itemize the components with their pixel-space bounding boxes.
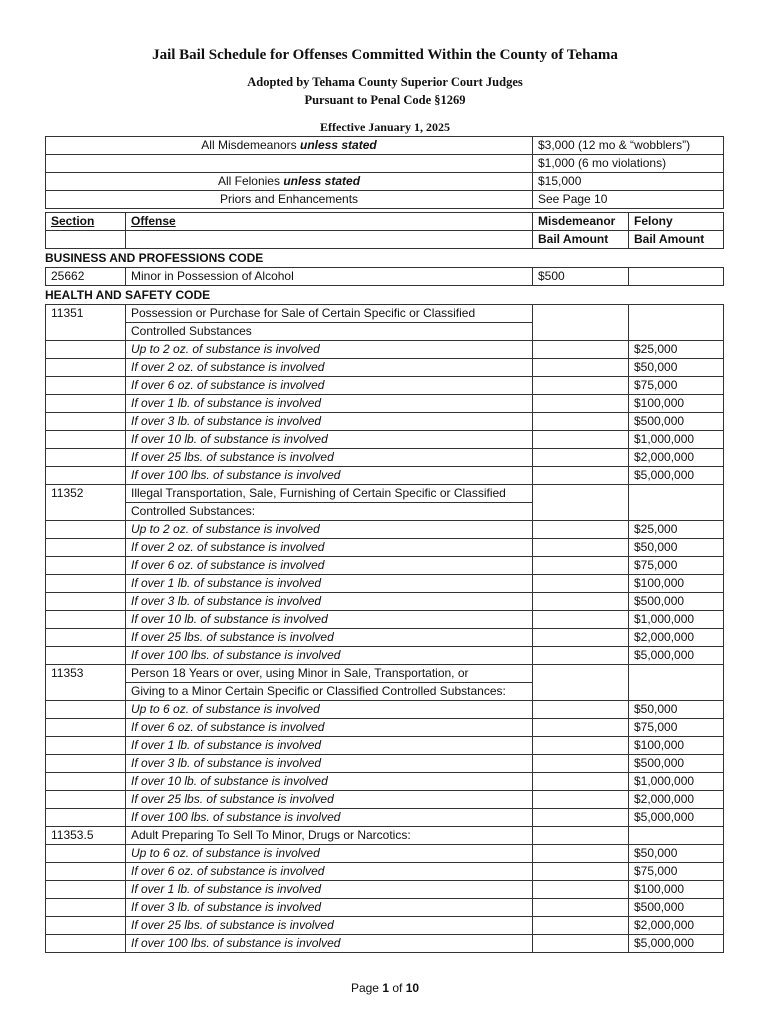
table-row [46,611,724,629]
table-row [46,539,724,557]
felony-amount: $1,000,000 [629,431,724,449]
table-row [46,557,724,575]
table-row [46,413,724,431]
default-bail-table [45,136,723,209]
offense-tier: If over 25 lbs. of substance is involved [126,791,533,809]
felony-amount: $500,000 [629,413,724,431]
felony-amount: $5,000,000 [629,647,724,665]
offense-tier: If over 10 lb. of substance is involved [126,611,533,629]
misdemeanor-default-label: All Misdemeanors unless stated [46,137,533,155]
felony-amount: $500,000 [629,593,724,611]
section-number: 11351 [46,305,126,341]
table-row [46,737,724,755]
section-heading-hs: HEALTH AND SAFETY CODE [45,288,211,302]
table-row [46,809,724,827]
table-row [46,575,724,593]
column-header-row-2 [46,231,724,249]
misdemeanor-default-value: $3,000 (12 mo & “wobblers”) [533,137,724,155]
subtitle-line-1: Adopted by Tehama County Superior Court Judges [247,75,523,89]
table-row [46,629,724,647]
offense-text: Minor in Possession of Alcohol [126,268,533,286]
felony-amount: $75,000 [629,863,724,881]
section-number: 11352 [46,485,126,521]
table-row [46,791,724,809]
misdemeanor-default-row-2 [46,155,724,173]
table-row [46,935,724,953]
offense-tier: If over 6 oz. of substance is involved [126,557,533,575]
felony-amount: $25,000 [629,341,724,359]
felony-default-row [46,173,724,191]
table-row [46,305,724,323]
offense-tier: If over 100 lbs. of substance is involved [126,809,533,827]
table-row [46,359,724,377]
priors-row [46,191,724,209]
offense-tier: If over 100 lbs. of substance is involved [126,467,533,485]
offense-tier: Up to 6 oz. of substance is involved [126,701,533,719]
felony-amount: $50,000 [629,539,724,557]
offense-text: Controlled Substances [126,323,533,341]
offense-tier: If over 3 lb. of substance is involved [126,755,533,773]
document-title: Jail Bail Schedule for Offenses Committed Within the County of Tehama [152,47,618,63]
felony-amount: $100,000 [629,575,724,593]
offense-text: Illegal Transportation, Sale, Furnishing of Certain Specific or Classified [126,485,533,503]
table-row [46,485,724,503]
section-heading-bp: BUSINESS AND PROFESSIONS CODE [45,251,264,265]
felony-amount: $100,000 [629,395,724,413]
offense-tier: If over 3 lb. of substance is involved [126,413,533,431]
felony-amount: $50,000 [629,845,724,863]
offense-text: Adult Preparing To Sell To Minor, Drugs or Narcotics: [126,827,533,845]
felony-amount: $5,000,000 [629,935,724,953]
offense-tier: If over 3 lb. of substance is involved [126,593,533,611]
offense-text: Person 18 Years or over, using Minor in Sale, Transportation, or [126,665,533,683]
felony-amount: $75,000 [629,557,724,575]
table-row [46,467,724,485]
felony-amount: $75,000 [629,377,724,395]
offense-tier: If over 25 lbs. of substance is involved [126,917,533,935]
table-row [46,395,724,413]
felony-amount: $1,000,000 [629,611,724,629]
bail-schedule-table [45,212,723,953]
offense-tier: Up to 2 oz. of substance is involved [126,521,533,539]
misdemeanor-default-row [46,137,724,155]
offense-tier: If over 10 lb. of substance is involved [126,773,533,791]
table-row [46,719,724,737]
felony-amount: $500,000 [629,755,724,773]
priors-label: Priors and Enhancements [46,191,533,209]
table-row [46,881,724,899]
felony-amount: $25,000 [629,521,724,539]
offense-tier: If over 2 oz. of substance is involved [126,539,533,557]
offense-tier: If over 6 oz. of substance is involved [126,863,533,881]
table-row [46,268,724,286]
misdemeanor-default-value-2: $1,000 (6 mo violations) [533,155,724,173]
table-row [46,377,724,395]
offense-text: Giving to a Minor Certain Specific or Classified Controlled Substances: [126,683,533,701]
offense-tier: If over 3 lb. of substance is involved [126,899,533,917]
column-header-section: Section [46,213,126,231]
column-header-misdemeanor: Misdemeanor [533,213,629,231]
offense-tier: If over 10 lb. of substance is involved [126,431,533,449]
offense-text: Controlled Substances: [126,503,533,521]
offense-tier: If over 2 oz. of substance is involved [126,359,533,377]
offense-tier: If over 100 lbs. of substance is involved [126,935,533,953]
felony-amount: $2,000,000 [629,791,724,809]
offense-tier: If over 25 lbs. of substance is involved [126,629,533,647]
column-header-row [46,213,724,231]
felony-amount: $100,000 [629,737,724,755]
felony-amount: $50,000 [629,359,724,377]
felony-amount: $5,000,000 [629,809,724,827]
table-row [46,917,724,935]
offense-tier: If over 6 oz. of substance is involved [126,377,533,395]
offense-tier: If over 25 lbs. of substance is involved [126,449,533,467]
table-row [46,701,724,719]
felony-amount: $2,000,000 [629,917,724,935]
felony-amount: $75,000 [629,719,724,737]
effective-date: Effective January 1, 2025 [320,120,450,134]
column-header-misdemeanor-2: Bail Amount [533,231,629,249]
misdemeanor-amount: $500 [533,268,629,286]
subtitle-line-2: Pursuant to Penal Code §1269 [304,93,466,107]
table-row [46,755,724,773]
table-row [46,449,724,467]
column-header-felony-2: Bail Amount [629,231,724,249]
table-row [46,899,724,917]
table-row [46,341,724,359]
offense-tier: If over 1 lb. of substance is involved [126,737,533,755]
offense-tier: Up to 6 oz. of substance is involved [126,845,533,863]
felony-amount: $5,000,000 [629,467,724,485]
offense-tier: If over 1 lb. of substance is involved [126,575,533,593]
section-number: 11353 [46,665,126,701]
table-row [46,845,724,863]
felony-amount: $2,000,000 [629,629,724,647]
column-header-offense: Offense [126,213,533,231]
felony-default-label: All Felonies unless stated [46,173,533,191]
offense-tier: If over 1 lb. of substance is involved [126,395,533,413]
table-row [46,863,724,881]
offense-tier: Up to 2 oz. of substance is involved [126,341,533,359]
table-row [46,647,724,665]
offense-tier: If over 1 lb. of substance is involved [126,881,533,899]
priors-value: See Page 10 [533,191,724,209]
section-number: 11353.5 [46,827,126,845]
table-row [46,827,724,845]
felony-amount: $50,000 [629,701,724,719]
felony-default-value: $15,000 [533,173,724,191]
offense-text: Possession or Purchase for Sale of Certain Specific or Classified [126,305,533,323]
table-row [46,665,724,683]
column-header-felony: Felony [629,213,724,231]
table-row [46,521,724,539]
offense-tier: If over 100 lbs. of substance is involved [126,647,533,665]
table-row [46,593,724,611]
felony-amount: $100,000 [629,881,724,899]
table-row [46,773,724,791]
offense-tier: If over 6 oz. of substance is involved [126,719,533,737]
table-row [46,431,724,449]
felony-amount: $2,000,000 [629,449,724,467]
section-number: 25662 [46,268,126,286]
felony-amount: $1,000,000 [629,773,724,791]
page-footer: Page 1 of 10 [350,981,420,995]
felony-amount: $500,000 [629,899,724,917]
